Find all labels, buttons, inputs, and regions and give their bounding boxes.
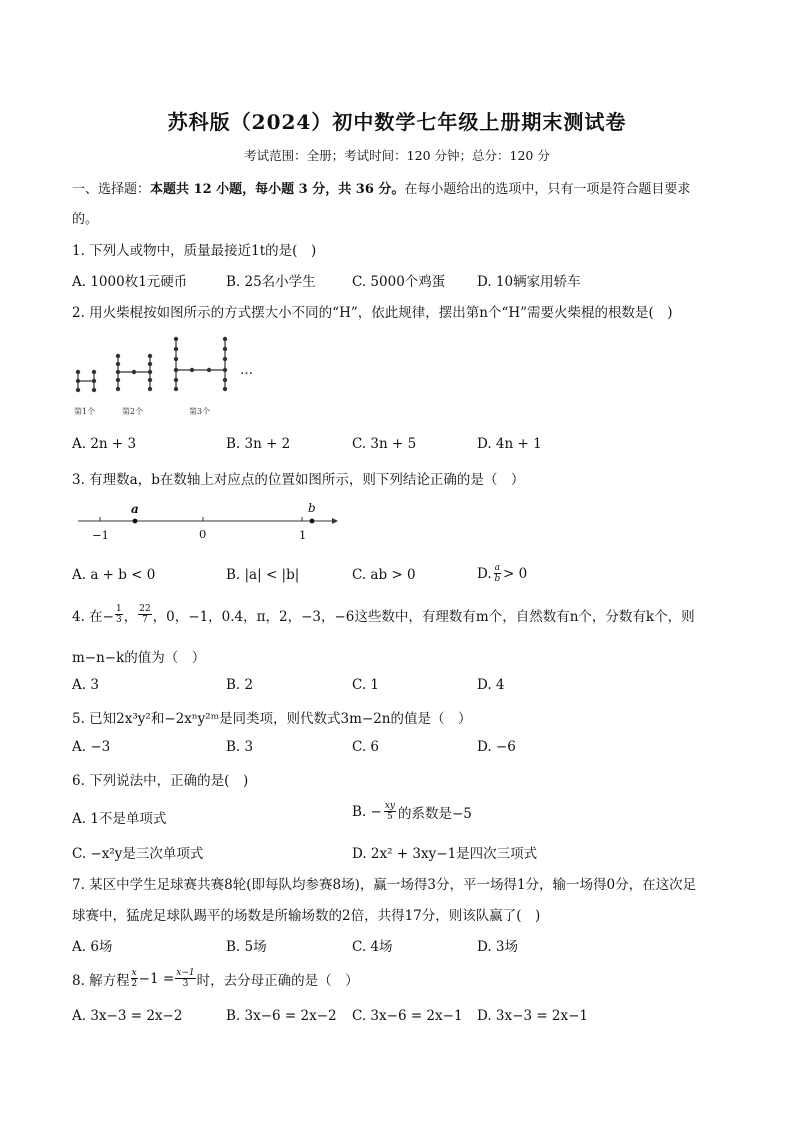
question-7-stem-cont: 球赛中，猛虎足球队踢平的场数是所输场数的2倍，共得17分，则该队赢了( ) (72, 908, 541, 924)
tick-label-neg1: −1 (92, 528, 109, 542)
question-7-stem: 7. 某区中学生足球赛共赛8轮(即每队均参赛8场)，赢一场得3分，平一场得1分，输一场得0分，在这次足 (72, 877, 697, 893)
q7-option-a[interactable]: A. 6场 (72, 939, 113, 955)
q8-option-d[interactable]: D. 3x−3 = 2x−1 (477, 1008, 589, 1024)
point-b-label: b (308, 501, 316, 515)
question-4-stem: 4. 在− $\frac{1}{3}$ ， $\frac{22}{7}$ ，0，−1，0.4，π，2，−3，−6这些数中，有理数有m个，自然数有n个，分数有k个，则 (72, 604, 695, 625)
q3-option-c[interactable]: C. ab > 0 (352, 567, 416, 583)
q4-option-b[interactable]: B. 2 (226, 677, 254, 693)
question-4-stem-cont: m−n−k的值为（ ） (72, 650, 206, 666)
q2-option-c[interactable]: C. 3n + 5 (352, 436, 417, 452)
question-6-stem: 6. 下列说法中，正确的是( ) (72, 773, 249, 789)
frac-num: a (494, 563, 501, 573)
q5-option-b[interactable]: B. 3 (226, 739, 254, 755)
q6-option-c[interactable]: C. −x²y是三次单项式 (72, 846, 204, 862)
tick-label-1: 1 (299, 528, 307, 542)
question-5-stem: 5. 已知2x³y²和−2xⁿy²ᵐ是同类项，则代数式3m−2n的值是（ ） (72, 711, 472, 727)
q3-option-a[interactable]: A. a + b < 0 (72, 567, 156, 583)
q6-option-d[interactable]: D. 2x² + 3xy−1是四次三项式 (352, 846, 538, 862)
section-scoring: 本题共 12 小题，每小题 3 分，共 36 分。 (150, 182, 405, 197)
q1-option-c[interactable]: C. 5000个鸡蛋 (352, 274, 446, 290)
q4-option-d[interactable]: D. 4 (477, 677, 505, 693)
frac-num: x (131, 968, 137, 978)
section-instruction: 在每小题给出的选项中，只有一项是符合题目要求 (404, 182, 691, 197)
q7-option-b[interactable]: B. 5场 (226, 939, 267, 955)
q2-option-b[interactable]: B. 3n + 2 (226, 436, 291, 452)
question-3-stem: 3. 有理数a，b在数轴上对应点的位置如图所示，则下列结论正确的是（ ） (72, 472, 525, 488)
q8-option-c[interactable]: C. 3x−6 = 2x−1 (352, 1008, 463, 1024)
point-a-label: a (131, 502, 139, 516)
frac-den: 5 (387, 812, 393, 822)
tick-label-0: 0 (199, 527, 207, 541)
q3-option-d[interactable]: D. $\frac{a}{b}$ > 0 (477, 563, 528, 584)
frac-den: b (494, 574, 501, 584)
q1-option-b[interactable]: B. 25名小学生 (226, 274, 316, 290)
q8-option-b[interactable]: B. 3x−6 = 2x−2 (226, 1008, 337, 1024)
page-title: 苏科版（2024）初中数学七年级上册期末测试卷 (167, 110, 627, 134)
q1-option-d[interactable]: D. 10辆家用轿车 (477, 274, 581, 290)
q4-option-a[interactable]: A. 3 (72, 677, 99, 693)
q4-option-c[interactable]: C. 1 (352, 677, 380, 693)
q1-option-a[interactable]: A. 1000枚1元硬币 (72, 274, 188, 290)
question-1-stem: 1. 下列人或物中，质量最接近1t的是( ) (72, 243, 317, 259)
point-b (310, 519, 315, 524)
exam-info: 考试范围：全册；考试时间：120 分钟；总分：120 分 (244, 148, 550, 163)
q6-option-a[interactable]: A. 1不是单项式 (72, 811, 167, 827)
figure-label-1: 第1个 (74, 407, 96, 416)
q5-option-a[interactable]: A. −3 (72, 739, 111, 755)
matchstick-h-figure (70, 334, 270, 424)
q2-option-d[interactable]: D. 4n + 1 (477, 436, 542, 452)
frac-den: 7 (142, 615, 148, 625)
frac-den: 3 (115, 615, 122, 625)
frac-num: xy (384, 801, 395, 811)
figure-label-2: 第2个 (122, 407, 144, 416)
q2-option-a[interactable]: A. 2n + 3 (72, 436, 137, 452)
frac-num: x−1 (176, 968, 195, 978)
section-heading (72, 178, 690, 197)
question-2-stem: 2. 用火柴棍按如图所示的方式摆大小不同的“H”，依此规律，摆出第n个“H”需要火柴棍的根数是( ) (72, 305, 673, 321)
figure-ellipsis: … (240, 363, 253, 378)
q7-option-c[interactable]: C. 4场 (352, 939, 393, 955)
frac-den: 3 (182, 979, 189, 989)
q5-option-c[interactable]: C. 6 (352, 739, 380, 755)
frac-num: 22 (139, 604, 151, 614)
point-a (133, 519, 138, 524)
q7-option-d[interactable]: D. 3场 (477, 939, 519, 955)
question-8-stem: 8. 解方程 $\frac{x}{2}$ −1 = $\frac{x-1}{3}$ 时，去分母正确的是（ ） (72, 968, 359, 989)
section-label: 一、选择题： (72, 182, 151, 197)
q3-option-b[interactable]: B. |a| < |b| (226, 567, 300, 583)
section-heading-cont: 的。 (72, 212, 99, 227)
q5-option-d[interactable]: D. −6 (477, 739, 516, 755)
frac-num: 1 (115, 604, 122, 614)
figure-label-3: 第3个 (189, 407, 211, 416)
frac-den: 2 (131, 979, 138, 989)
q6-option-b[interactable]: B. − $\frac{xy}{5}$ 的系数是−5 (352, 801, 472, 822)
q8-option-a[interactable]: A. 3x−3 = 2x−2 (72, 1008, 183, 1024)
